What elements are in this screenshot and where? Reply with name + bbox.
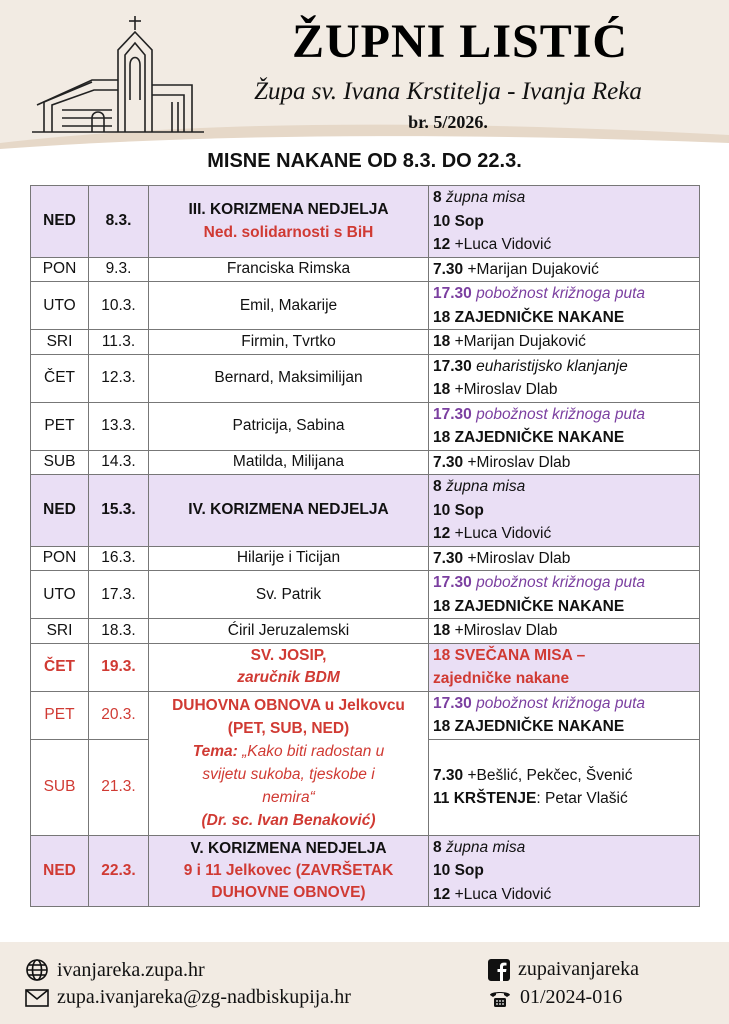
mass-entry xyxy=(433,378,695,402)
occasion-line: Sv. Patrik xyxy=(255,585,322,603)
mass-entry xyxy=(433,787,695,811)
newsletter-title: ŽUPNI LISTIĆ xyxy=(291,15,629,68)
email-link[interactable]: zupa.ivanjareka@zg-nadbiskupija.hr xyxy=(57,986,351,1008)
mass-schedule-table xyxy=(30,185,700,907)
date-cell: 17.3. xyxy=(89,571,149,619)
retreat-cell xyxy=(149,691,429,835)
schedule-row xyxy=(31,354,700,402)
mass-entry xyxy=(433,715,695,739)
mass-intention: +Marijan Dujaković xyxy=(467,260,599,278)
date-cell: 20.3. xyxy=(89,691,149,739)
mass-time: 17.30 xyxy=(433,405,472,423)
date-cell: 12.3. xyxy=(89,354,149,402)
mass-time: 7.30 xyxy=(433,453,464,471)
mass-intention: +Miroslav Dlab xyxy=(467,549,571,567)
schedule-row xyxy=(31,619,700,644)
mass-entry xyxy=(433,547,695,571)
mass-time: 17.30 xyxy=(433,694,472,712)
website-link[interactable]: ivanjareka.zupa.hr xyxy=(57,958,205,981)
mass-intention: Sop xyxy=(454,862,484,879)
occasion-cell xyxy=(149,475,429,547)
mass-time: 18 xyxy=(433,622,451,639)
mass-intention: +Luca Vidović xyxy=(454,885,552,903)
globe-icon xyxy=(25,958,49,982)
occasion-cell xyxy=(149,643,429,691)
occasion-line: DUHOVNE OBNOVE) xyxy=(211,883,366,901)
mass-intention: Sop xyxy=(454,501,484,519)
schedule-row xyxy=(31,571,700,619)
mass-entry xyxy=(433,644,695,668)
date-cell: 8.3. xyxy=(89,186,149,258)
mass-intention-detail: : Petar Vlašić xyxy=(536,790,628,807)
mass-time: 8 xyxy=(433,478,442,495)
occasion-line: IV. KORIZMENA NEDJELJA xyxy=(188,501,389,519)
mass-entry xyxy=(433,667,695,691)
mass-entry xyxy=(433,355,695,379)
facebook-icon xyxy=(488,959,510,981)
church-logo xyxy=(32,10,212,140)
retreat-theme xyxy=(153,740,424,809)
occasion-cell xyxy=(149,546,429,571)
mass-intention: +Miroslav Dlab xyxy=(467,453,571,471)
date-cell: 19.3. xyxy=(89,643,149,691)
mass-time: 17.30 xyxy=(433,357,472,375)
mass-intention: +Bešlić, Pekčec, Švenić xyxy=(467,766,633,784)
mass-entry xyxy=(433,233,695,257)
facebook-line xyxy=(488,958,639,981)
schedule-row xyxy=(31,257,700,282)
phone-number[interactable]: 01/2024-016 xyxy=(520,986,623,1008)
occasion-cell xyxy=(149,619,429,644)
occasion-line: Hilarije i Ticijan xyxy=(236,549,341,567)
occasion-cell xyxy=(149,450,429,475)
day-cell: UTO xyxy=(31,282,89,330)
mass-time: 18 xyxy=(433,308,451,326)
occasion-cell xyxy=(149,257,429,282)
retreat-title-line: (PET, SUB, NED) xyxy=(227,720,350,737)
email-line xyxy=(25,986,351,1009)
occasion-line: Emil, Makarije xyxy=(239,296,338,314)
mass-time: 18 xyxy=(433,597,451,615)
occasion-cell xyxy=(149,282,429,330)
schedule-heading: MISNE NAKANE OD 8.3. DO 22.3. xyxy=(207,150,522,172)
mass-time: 8 xyxy=(433,189,442,206)
day-cell: NED xyxy=(31,835,89,907)
occasion-cell xyxy=(149,402,429,450)
mass-times-cell xyxy=(429,691,700,739)
issue-number: br. 5/2026. xyxy=(408,112,488,132)
mass-entry xyxy=(433,258,695,282)
mass-times-cell xyxy=(429,643,700,691)
occasion-line: V. KORIZMENA NEDJELJA xyxy=(190,839,387,857)
mass-intention: KRŠTENJE xyxy=(453,790,537,807)
day-cell: PET xyxy=(31,691,89,739)
mass-times-cell xyxy=(429,739,700,835)
mass-intention: župna misa xyxy=(445,838,526,856)
mass-entry xyxy=(433,836,695,860)
day-cell: NED xyxy=(31,475,89,547)
mass-time: 12 xyxy=(433,525,451,542)
telephone-icon xyxy=(488,988,512,1008)
mass-entry xyxy=(433,306,695,330)
mass-entry xyxy=(433,282,695,306)
mass-time: 12 xyxy=(433,236,451,253)
mass-intention: pobožnost križnoga puta xyxy=(476,694,646,712)
mass-time: 8 xyxy=(433,838,442,856)
schedule-row xyxy=(31,691,700,739)
occasion-line: zaručnik BDM xyxy=(237,669,340,686)
retreat-speaker: (Dr. sc. Ivan Benaković) xyxy=(201,812,376,829)
occasion-line: Ćiril Jeruzalemski xyxy=(227,621,350,639)
mass-intention: +Luca Vidović xyxy=(454,236,552,253)
occasion-line: Firmin, Tvrtko xyxy=(241,332,336,350)
mass-times-cell xyxy=(429,257,700,282)
day-cell: PON xyxy=(31,546,89,571)
occasion-line: 9 i 11 Jelkovec (ZAVRŠETAK xyxy=(183,861,394,879)
mass-times-cell xyxy=(429,450,700,475)
mass-time: 17.30 xyxy=(433,574,472,591)
mass-times-cell xyxy=(429,546,700,571)
mass-times-cell xyxy=(429,835,700,907)
schedule-row xyxy=(31,450,700,475)
mass-times-cell xyxy=(429,475,700,547)
date-cell: 10.3. xyxy=(89,282,149,330)
mass-time: 18 xyxy=(433,718,451,735)
occasion-cell xyxy=(149,186,429,258)
occasion-line: SV. JOSIP, xyxy=(250,647,327,664)
occasion-cell xyxy=(149,330,429,355)
mass-entry xyxy=(433,210,695,234)
retreat-title-line: DUHOVNA OBNOVA u Jelkovcu xyxy=(172,697,405,714)
mass-entry xyxy=(433,619,695,643)
mass-entry xyxy=(433,451,695,475)
mass-times-cell xyxy=(429,402,700,450)
date-cell: 13.3. xyxy=(89,402,149,450)
schedule-row xyxy=(31,186,700,258)
mass-entry xyxy=(433,859,695,883)
mass-intention: ZAJEDNIČKE NAKANE xyxy=(454,597,625,615)
mass-times-cell xyxy=(429,282,700,330)
schedule-row xyxy=(31,330,700,355)
envelope-icon xyxy=(25,989,49,1007)
mass-intention: ZAJEDNIČKE NAKANE xyxy=(454,718,625,735)
schedule-row xyxy=(31,546,700,571)
mass-time: 10 xyxy=(433,501,451,519)
mass-entry xyxy=(433,595,695,619)
mass-time: 11 xyxy=(433,790,450,807)
mass-time: 10 xyxy=(433,212,451,230)
mass-intention: pobožnost križnoga puta xyxy=(476,405,646,423)
mass-intention: +Luca Vidović xyxy=(454,525,552,542)
mass-time: 7.30 xyxy=(433,260,464,278)
mass-time: 10 xyxy=(433,862,451,879)
theme-line: „Kako biti radostan u xyxy=(237,743,385,760)
date-cell: 21.3. xyxy=(89,739,149,835)
facebook-link[interactable]: zupaivanjareka xyxy=(518,958,640,980)
mass-time: 18 xyxy=(433,429,451,446)
mass-time: 18 xyxy=(433,381,451,398)
mass-entry xyxy=(433,764,695,788)
phone-line xyxy=(488,986,622,1009)
mass-intention: pobožnost križnoga puta xyxy=(476,574,646,591)
occasion-line: Bernard, Maksimilijan xyxy=(214,369,363,386)
theme-line: nemira“ xyxy=(262,789,315,806)
mass-time: 12 xyxy=(433,885,451,903)
day-cell: SUB xyxy=(31,450,89,475)
mass-entry xyxy=(433,330,695,354)
mass-intention: ZAJEDNIČKE NAKANE xyxy=(454,308,625,326)
date-cell: 22.3. xyxy=(89,835,149,907)
theme-label: Tema: xyxy=(192,743,238,760)
mass-entry xyxy=(433,403,695,427)
occasion-line: Matilda, Milijana xyxy=(232,453,345,471)
mass-time: 18 xyxy=(433,646,451,664)
mass-intention: ZAJEDNIČKE NAKANE xyxy=(454,429,625,446)
day-cell: UTO xyxy=(31,571,89,619)
occasion-cell xyxy=(149,354,429,402)
mass-time: 7.30 xyxy=(433,766,464,784)
date-cell: 16.3. xyxy=(89,546,149,571)
occasion-cell xyxy=(149,835,429,907)
schedule-row xyxy=(31,475,700,547)
occasion-line: Ned. solidarnosti s BiH xyxy=(203,224,374,242)
footer xyxy=(0,942,729,1024)
mass-intention: +Marijan Dujaković xyxy=(454,333,586,350)
mass-times-cell xyxy=(429,571,700,619)
mass-entry xyxy=(433,571,695,595)
date-cell: 9.3. xyxy=(89,257,149,282)
mass-intention: euharistijsko klanjanje xyxy=(476,357,628,375)
mass-intention: zajedničke nakane xyxy=(433,670,570,687)
mass-intention: Sop xyxy=(454,212,484,230)
day-cell: SUB xyxy=(31,739,89,835)
parish-name: Župa sv. Ivana Krstitelja - Ivanja Reka xyxy=(254,78,642,105)
mass-times-cell xyxy=(429,330,700,355)
mass-entry xyxy=(433,475,695,499)
occasion-line: Franciska Rimska xyxy=(226,260,351,278)
day-cell: ČET xyxy=(31,354,89,402)
schedule-row xyxy=(31,282,700,330)
date-cell: 14.3. xyxy=(89,450,149,475)
day-cell: ČET xyxy=(31,643,89,691)
schedule-row xyxy=(31,643,700,691)
date-cell: 18.3. xyxy=(89,619,149,644)
day-cell: SRI xyxy=(31,619,89,644)
mass-entry xyxy=(433,692,695,716)
date-cell: 11.3. xyxy=(89,330,149,355)
mass-times-cell xyxy=(429,619,700,644)
mass-intention: župna misa xyxy=(445,478,526,495)
mass-intention: +Miroslav Dlab xyxy=(454,381,558,398)
header-banner xyxy=(0,0,729,150)
mass-entry xyxy=(433,186,695,210)
schedule-row xyxy=(31,835,700,907)
mass-times-cell xyxy=(429,354,700,402)
occasion-line: Patricija, Sabina xyxy=(232,417,345,434)
mass-intention: SVEČANA MISA – xyxy=(454,646,586,664)
mass-entry xyxy=(433,883,695,907)
mass-entry xyxy=(433,522,695,546)
theme-line: svijetu sukoba, tjeskobe i xyxy=(202,766,375,783)
day-cell: SRI xyxy=(31,330,89,355)
mass-times-cell xyxy=(429,186,700,258)
schedule-row xyxy=(31,402,700,450)
day-cell: PON xyxy=(31,257,89,282)
mass-time: 18 xyxy=(433,333,451,350)
mass-intention: župna misa xyxy=(445,189,526,206)
day-cell: PET xyxy=(31,402,89,450)
mass-entry xyxy=(433,499,695,523)
occasion-cell xyxy=(149,571,429,619)
mass-time: 7.30 xyxy=(433,549,464,567)
mass-intention: pobožnost križnoga puta xyxy=(476,285,646,302)
mass-intention: +Miroslav Dlab xyxy=(454,622,558,639)
day-cell: NED xyxy=(31,186,89,258)
mass-time: 17.30 xyxy=(433,285,472,302)
website-line xyxy=(25,958,205,982)
occasion-line: III. KORIZMENA NEDJELJA xyxy=(188,201,389,219)
date-cell: 15.3. xyxy=(89,475,149,547)
mass-entry xyxy=(433,426,695,450)
